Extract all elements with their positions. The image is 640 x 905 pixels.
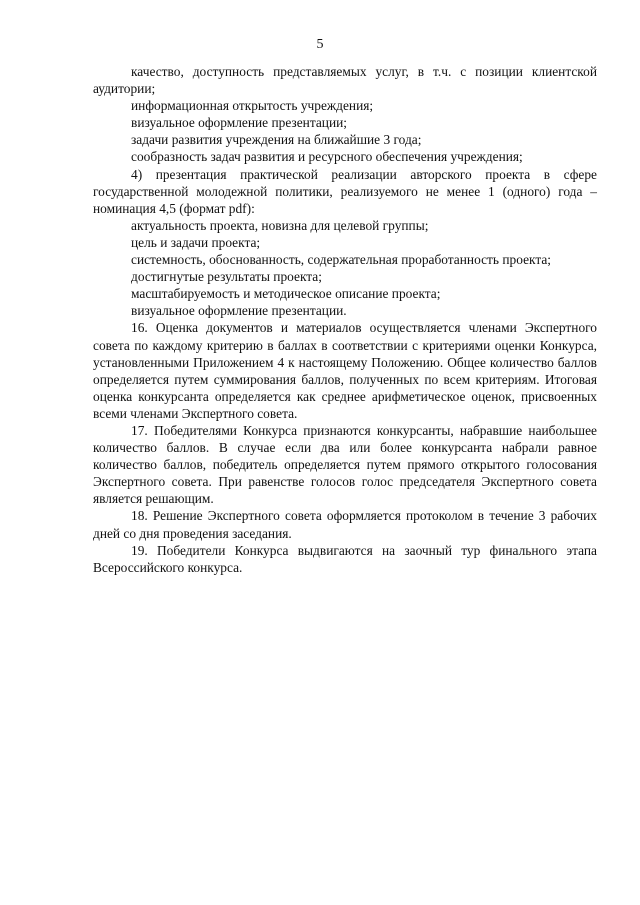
criteria-item-resource-alignment: сообразность задач развития и ресурсного обеспечения учреждения; xyxy=(131,149,523,165)
criteria-item-client-audience: качество, доступность представляемых услуг, в т.ч. с позиции клиентской аудитории; xyxy=(93,64,597,97)
criteria-item-results: достигнутые результаты проекта; xyxy=(131,269,322,285)
page-number: 5 xyxy=(316,37,324,52)
criteria-item-systematicity: системность, обоснованность, содержательная проработанность проекта; xyxy=(131,252,552,268)
document-body xyxy=(93,63,597,576)
criteria-item-presentation: визуальное оформление презентации. xyxy=(131,303,347,319)
paragraph-18: 18. Решение Экспертного совета оформляется протоколом в течение 3 рабочих дней со дня проведения заседания. xyxy=(93,508,597,541)
criteria-item-info-openness: информационная открытость учреждения; xyxy=(131,98,374,114)
criteria-item-development-tasks: задачи развития учреждения на ближайшие 3 года; xyxy=(131,132,422,148)
criteria-item-relevance: актуальность проекта, новизна для целевой группы; xyxy=(131,217,429,233)
paragraph-19: 19. Победители Конкурса выдвигаются на заочный тур финального этапа Всероссийского конкурса. xyxy=(93,542,597,575)
criteria-item-scalability: масштабируемость и методическое описание проекта; xyxy=(131,286,441,302)
paragraph-16: 16. Оценка документов и материалов осуществляется членами Экспертного совета по каждому критерию в баллах в соответствии с критериями оценки Конкурса, установленными Приложением 4 к настоящему Положению. Общее количество баллов определяется путем суммирования баллов, полученных по всем критериям. Итоговая оценка конкурсанта определяется как среднее арифметическое оценок, присвоенных всеми членами Экспертного совета. xyxy=(93,320,597,421)
criteria-item-visual-design: визуальное оформление презентации; xyxy=(131,115,348,131)
paragraph-item-4: 4) презентация практической реализации авторского проекта в сфере государственной молодежной политики, реализуемого не менее 1 (одного) года – номинация 4,5 (формат pdf): xyxy=(93,166,597,216)
criteria-item-goals: цель и задачи проекта; xyxy=(131,234,261,250)
paragraph-17: 17. Победителями Конкурса признаются конкурсанты, набравшие наибольшее количество баллов. В случае если два или более конкурсанта набрали равное количество баллов, победитель определяется путем прямого открытого голосования Экспертного совета. При равенстве голосов голос председателя Экспертного совета является решающим. xyxy=(93,422,597,507)
